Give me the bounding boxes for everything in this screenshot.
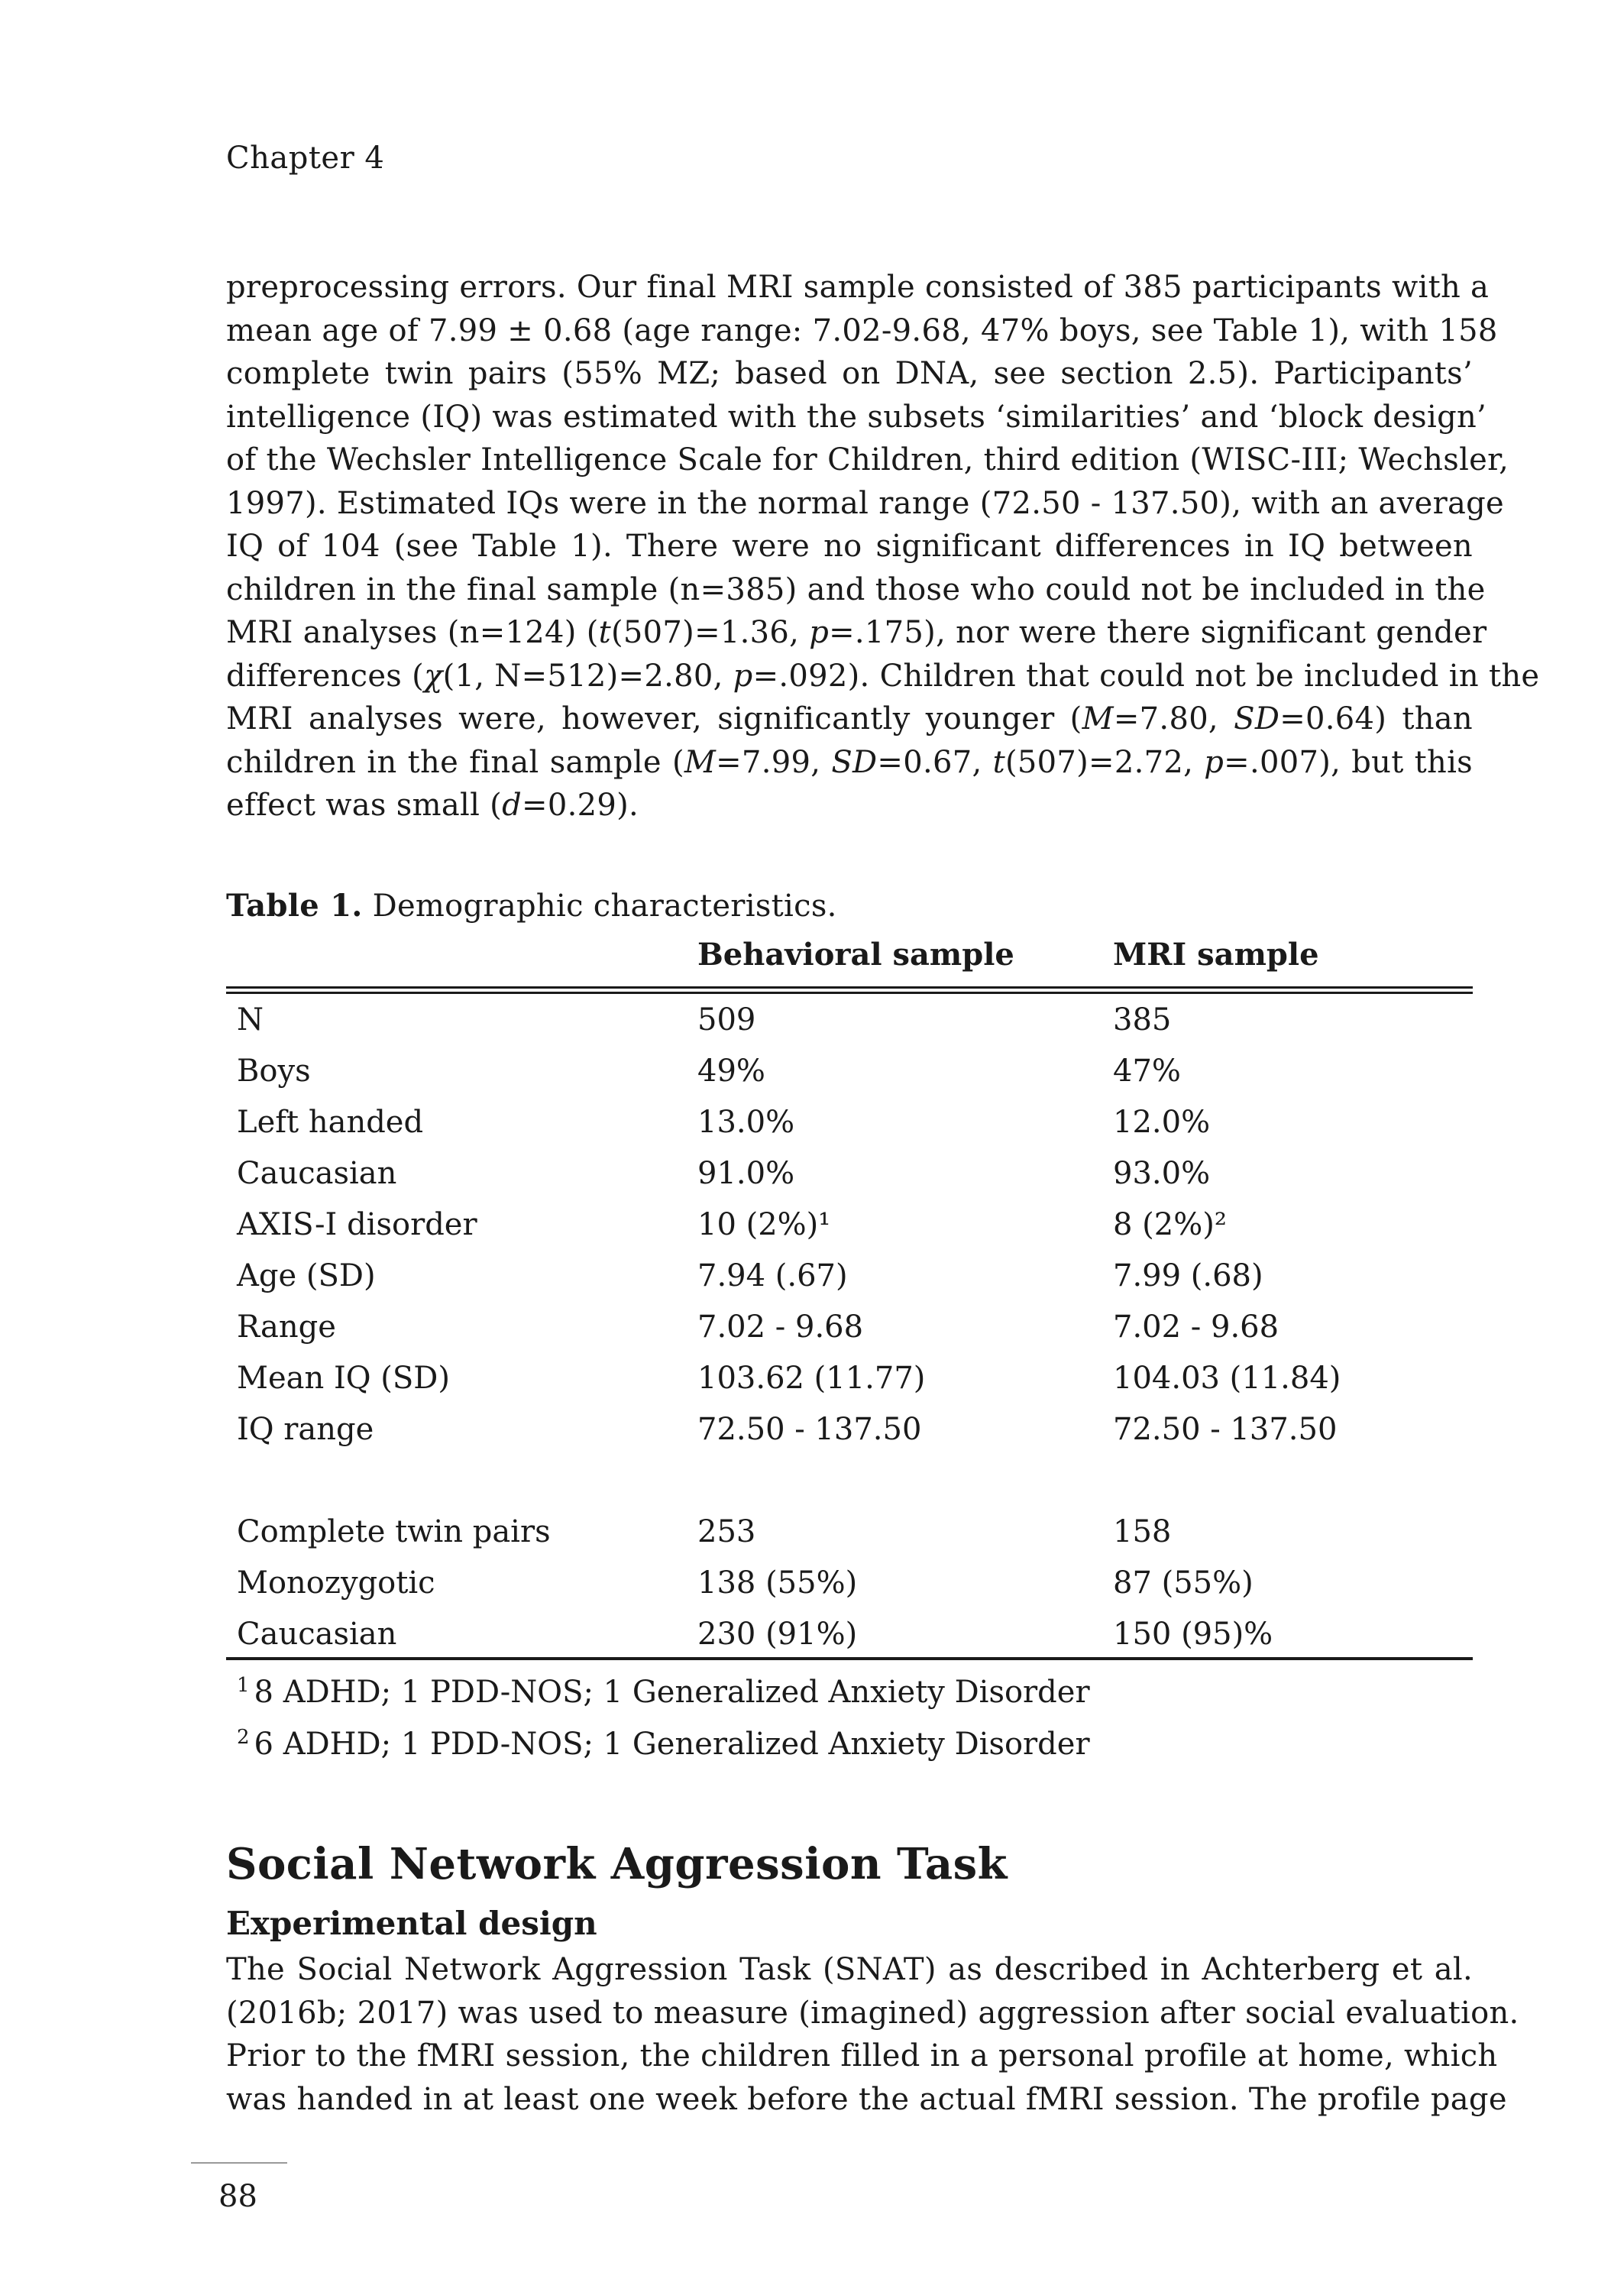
table-footnote: [237, 1716, 1090, 1766]
text-line: effect was small (d=0.29).: [226, 788, 639, 823]
table-row: [226, 1046, 1473, 1097]
table-row: [226, 1558, 1473, 1609]
row-label: Range: [237, 1309, 336, 1345]
footnote-mark: 1: [237, 1674, 250, 1697]
mri-value: 150 (95)%: [1113, 1617, 1273, 1652]
table-row: [226, 1353, 1473, 1404]
table-row: [226, 1507, 1473, 1558]
text-line: 1997). Estimated IQs were in the normal range (72.50 - 137.50), with an average: [226, 485, 1505, 521]
behavioral-value: 10 (2%)¹: [697, 1207, 831, 1242]
table-bottom-rule: [226, 1657, 1473, 1660]
row-label: Complete twin pairs: [237, 1514, 551, 1549]
column-header-behavioral: Behavioral sample: [697, 937, 1014, 973]
subsection-heading: Experimental design: [226, 1905, 597, 1942]
table-row: [226, 1404, 1473, 1455]
text-line: children in the final sample (n=385) and those who could not be included in the: [226, 571, 1486, 607]
table-row: [226, 1302, 1473, 1353]
table-row: [226, 1148, 1473, 1199]
running-head: Chapter 4: [226, 141, 385, 176]
mri-value: 87 (55%): [1113, 1565, 1254, 1601]
text-line: preprocessing errors. Our final MRI sample consisted of 385 participants with a: [226, 270, 1490, 305]
footnote-mark: 2: [237, 1726, 250, 1749]
section-heading: Social Network Aggression Task: [226, 1839, 1008, 1889]
mri-value: 385: [1113, 1002, 1172, 1038]
table-top-rule: [226, 986, 1473, 989]
row-label: Age (SD): [237, 1258, 376, 1293]
row-label: Monozygotic: [237, 1565, 435, 1601]
table-row: [226, 1097, 1473, 1148]
text-line: MRI analyses were, however, significantly younger (M=7.80, SD=0.64) than: [226, 701, 1473, 736]
text-line: MRI analyses (n=124) (t(507)=1.36, p=.175), nor were there significant gender: [226, 615, 1487, 650]
row-label: Caucasian: [237, 1617, 397, 1652]
text-line: complete twin pairs (55% MZ; based on DNA, see section 2.5). Participants’: [226, 356, 1473, 391]
behavioral-value: 13.0%: [697, 1105, 795, 1140]
row-label: Caucasian: [237, 1156, 397, 1191]
row-label: Mean IQ (SD): [237, 1361, 450, 1396]
behavioral-value: 7.94 (.67): [697, 1258, 848, 1293]
behavioral-value: 230 (91%): [697, 1617, 858, 1652]
row-label: N: [237, 1002, 264, 1038]
text-line: was handed in at least one week before the actual fMRI session. The profile page: [226, 2081, 1507, 2117]
mri-value: 104.03 (11.84): [1113, 1361, 1341, 1396]
text-line: mean age of 7.99 ± 0.68 (age range: 7.02-9.68, 47% boys, see Table 1), with 158: [226, 312, 1498, 348]
paragraph-sample-description: [226, 266, 1540, 827]
table-row: [226, 1199, 1473, 1251]
behavioral-value: 91.0%: [697, 1156, 795, 1191]
paragraph-experimental-design: [226, 1948, 1519, 2121]
footnote-text: 6 ADHD; 1 PDD-NOS; 1 Generalized Anxiety Disorder: [254, 1727, 1090, 1762]
mri-value: 158: [1113, 1514, 1172, 1549]
text-line: The Social Network Aggression Task (SNAT) as described in Achterberg et al.: [226, 1952, 1473, 1987]
table-caption-text: Demographic characteristics.: [362, 889, 837, 924]
mri-value: 47%: [1113, 1054, 1181, 1089]
row-label: AXIS-I disorder: [237, 1207, 477, 1242]
text-line: differences (χ(1, N=512)=2.80, p=.092). Children that could not be included in the: [226, 658, 1540, 694]
page-number: 88: [218, 2179, 257, 2214]
behavioral-value: 72.50 - 137.50: [697, 1412, 922, 1447]
table-row: [226, 995, 1473, 1046]
row-label: Left handed: [237, 1105, 424, 1140]
text-line: IQ of 104 (see Table 1). There were no significant differences in IQ between: [226, 529, 1473, 564]
text-line: children in the final sample (M=7.99, SD=0.67, t(507)=2.72, p=.007), but this: [226, 744, 1474, 780]
behavioral-value: 253: [697, 1514, 756, 1549]
table-top-rule-double: [226, 992, 1473, 994]
row-label: IQ range: [237, 1412, 374, 1447]
behavioral-value: 138 (55%): [697, 1565, 858, 1601]
footer-rule: [191, 2162, 287, 2164]
mri-value: 8 (2%)²: [1113, 1207, 1227, 1242]
text-line: Prior to the fMRI session, the children filled in a personal profile at home, which: [226, 2038, 1498, 2073]
row-label: Boys: [237, 1054, 311, 1089]
column-header-mri: MRI sample: [1113, 937, 1319, 973]
text-line: intelligence (IQ) was estimated with the subsets ‘similarities’ and ‘block design’: [226, 399, 1487, 435]
mri-value: 7.99 (.68): [1113, 1258, 1263, 1293]
text-line: of the Wechsler Intelligence Scale for Children, third edition (WISC-III; Wechsler,: [226, 442, 1509, 478]
mri-value: 7.02 - 9.68: [1113, 1309, 1279, 1345]
table-caption-label: Table 1.: [226, 888, 363, 924]
footnote-text: 8 ADHD; 1 PDD-NOS; 1 Generalized Anxiety Disorder: [254, 1675, 1090, 1710]
mri-value: 72.50 - 137.50: [1113, 1412, 1338, 1447]
mri-value: 93.0%: [1113, 1156, 1211, 1191]
mri-value: 12.0%: [1113, 1105, 1211, 1140]
behavioral-value: 509: [697, 1002, 756, 1038]
table-row: [226, 1609, 1473, 1660]
behavioral-value: 7.02 - 9.68: [697, 1309, 864, 1345]
behavioral-value: 103.62 (11.77): [697, 1361, 926, 1396]
behavioral-value: 49%: [697, 1054, 765, 1089]
table-caption: [226, 886, 837, 926]
table-footnote: [237, 1664, 1090, 1714]
table-row: [226, 1251, 1473, 1302]
text-line: (2016b; 2017) was used to measure (imagined) aggression after social evaluation.: [226, 1995, 1519, 2031]
